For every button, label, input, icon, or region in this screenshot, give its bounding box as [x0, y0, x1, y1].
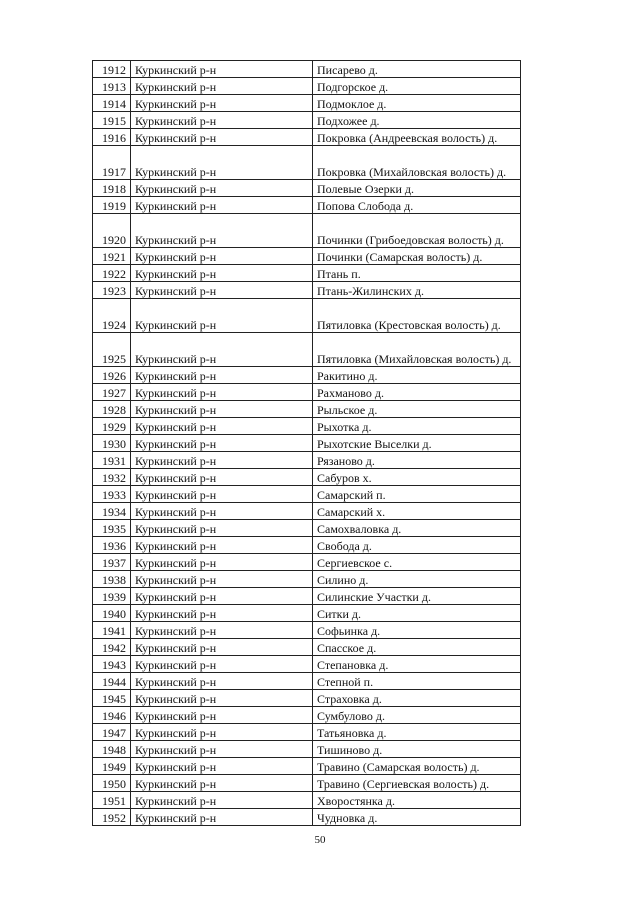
- place-name-cell: Пятиловка (Крестовская волость) д.: [313, 299, 521, 333]
- row-number-cell: 1936: [93, 537, 131, 554]
- table-row: [93, 792, 521, 809]
- table-row: [93, 435, 521, 452]
- district-cell: Куркинский р-н: [131, 180, 313, 197]
- row-number-cell: 1943: [93, 656, 131, 673]
- row-number-cell: 1913: [93, 78, 131, 95]
- place-name-cell: Тишиново д.: [313, 741, 521, 758]
- district-cell: Куркинский р-н: [131, 809, 313, 826]
- row-number-cell: 1915: [93, 112, 131, 129]
- district-cell: Куркинский р-н: [131, 758, 313, 775]
- district-cell: Куркинский р-н: [131, 435, 313, 452]
- district-cell: Куркинский р-н: [131, 112, 313, 129]
- place-name-cell: Пятиловка (Михайловская волость) д.: [313, 333, 521, 367]
- row-number-cell: 1947: [93, 724, 131, 741]
- table-row: [93, 758, 521, 775]
- place-name-cell: Степановка д.: [313, 656, 521, 673]
- table-row: [93, 129, 521, 146]
- row-number-cell: 1917: [93, 146, 131, 180]
- table-row: [93, 248, 521, 265]
- place-name-cell: Спасское д.: [313, 639, 521, 656]
- district-cell: Куркинский р-н: [131, 61, 313, 78]
- row-number-cell: 1944: [93, 673, 131, 690]
- district-cell: Куркинский р-н: [131, 401, 313, 418]
- district-cell: Куркинский р-н: [131, 486, 313, 503]
- place-name-cell: Травино (Самарская волость) д.: [313, 758, 521, 775]
- table-row: [93, 197, 521, 214]
- settlements-table: [92, 60, 521, 826]
- place-name-cell: Страховка д.: [313, 690, 521, 707]
- row-number-cell: 1946: [93, 707, 131, 724]
- place-name-cell: Татьяновка д.: [313, 724, 521, 741]
- row-number-cell: 1920: [93, 214, 131, 248]
- place-name-cell: Рахманово д.: [313, 384, 521, 401]
- table-row: [93, 146, 521, 180]
- table-row: [93, 520, 521, 537]
- place-name-cell: Самарский х.: [313, 503, 521, 520]
- table-row: [93, 503, 521, 520]
- table-row: [93, 741, 521, 758]
- place-name-cell: Починки (Самарская волость) д.: [313, 248, 521, 265]
- table-row: [93, 554, 521, 571]
- district-cell: Куркинский р-н: [131, 690, 313, 707]
- table-row: [93, 333, 521, 367]
- district-cell: Куркинский р-н: [131, 588, 313, 605]
- district-cell: Куркинский р-н: [131, 605, 313, 622]
- place-name-cell: Писарево д.: [313, 61, 521, 78]
- district-cell: Куркинский р-н: [131, 333, 313, 367]
- district-cell: Куркинский р-н: [131, 775, 313, 792]
- row-number-cell: 1931: [93, 452, 131, 469]
- row-number-cell: 1934: [93, 503, 131, 520]
- table-row: [93, 622, 521, 639]
- settlements-table-body: [93, 61, 521, 826]
- table-row: [93, 775, 521, 792]
- table-row: [93, 214, 521, 248]
- district-cell: Куркинский р-н: [131, 95, 313, 112]
- district-cell: Куркинский р-н: [131, 214, 313, 248]
- table-row: [93, 78, 521, 95]
- place-name-cell: Свобода д.: [313, 537, 521, 554]
- district-cell: Куркинский р-н: [131, 418, 313, 435]
- district-cell: Куркинский р-н: [131, 571, 313, 588]
- row-number-cell: 1942: [93, 639, 131, 656]
- district-cell: Куркинский р-н: [131, 129, 313, 146]
- row-number-cell: 1939: [93, 588, 131, 605]
- place-name-cell: Починки (Грибоедовская волость) д.: [313, 214, 521, 248]
- place-name-cell: Сергиевское с.: [313, 554, 521, 571]
- row-number-cell: 1952: [93, 809, 131, 826]
- table-row: [93, 299, 521, 333]
- district-cell: Куркинский р-н: [131, 197, 313, 214]
- place-name-cell: Сабуров х.: [313, 469, 521, 486]
- row-number-cell: 1914: [93, 95, 131, 112]
- row-number-cell: 1918: [93, 180, 131, 197]
- row-number-cell: 1923: [93, 282, 131, 299]
- district-cell: Куркинский р-н: [131, 537, 313, 554]
- place-name-cell: Рыхотские Выселки д.: [313, 435, 521, 452]
- table-row: [93, 571, 521, 588]
- table-row: [93, 282, 521, 299]
- table-row: [93, 690, 521, 707]
- district-cell: Куркинский р-н: [131, 78, 313, 95]
- place-name-cell: Самарский п.: [313, 486, 521, 503]
- table-row: [93, 809, 521, 826]
- place-name-cell: Подгорское д.: [313, 78, 521, 95]
- table-row: [93, 384, 521, 401]
- row-number-cell: 1929: [93, 418, 131, 435]
- row-number-cell: 1930: [93, 435, 131, 452]
- table-row: [93, 265, 521, 282]
- district-cell: Куркинский р-н: [131, 452, 313, 469]
- row-number-cell: 1945: [93, 690, 131, 707]
- district-cell: Куркинский р-н: [131, 792, 313, 809]
- row-number-cell: 1951: [93, 792, 131, 809]
- row-number-cell: 1949: [93, 758, 131, 775]
- district-cell: Куркинский р-н: [131, 282, 313, 299]
- place-name-cell: Степной п.: [313, 673, 521, 690]
- place-name-cell: Софьинка д.: [313, 622, 521, 639]
- table-row: [93, 486, 521, 503]
- row-number-cell: 1922: [93, 265, 131, 282]
- row-number-cell: 1924: [93, 299, 131, 333]
- row-number-cell: 1950: [93, 775, 131, 792]
- table-row: [93, 367, 521, 384]
- district-cell: Куркинский р-н: [131, 554, 313, 571]
- district-cell: Куркинский р-н: [131, 503, 313, 520]
- table-row: [93, 469, 521, 486]
- row-number-cell: 1935: [93, 520, 131, 537]
- place-name-cell: Подхожее д.: [313, 112, 521, 129]
- table-row: [93, 707, 521, 724]
- table-row: [93, 95, 521, 112]
- place-name-cell: Ракитино д.: [313, 367, 521, 384]
- district-cell: Куркинский р-н: [131, 656, 313, 673]
- place-name-cell: Полевые Озерки д.: [313, 180, 521, 197]
- row-number-cell: 1916: [93, 129, 131, 146]
- row-number-cell: 1940: [93, 605, 131, 622]
- row-number-cell: 1948: [93, 741, 131, 758]
- place-name-cell: Подмоклое д.: [313, 95, 521, 112]
- row-number-cell: 1926: [93, 367, 131, 384]
- place-name-cell: Попова Слобода д.: [313, 197, 521, 214]
- district-cell: Куркинский р-н: [131, 299, 313, 333]
- table-row: [93, 724, 521, 741]
- row-number-cell: 1938: [93, 571, 131, 588]
- district-cell: Куркинский р-н: [131, 469, 313, 486]
- district-cell: Куркинский р-н: [131, 248, 313, 265]
- row-number-cell: 1921: [93, 248, 131, 265]
- place-name-cell: Чудновка д.: [313, 809, 521, 826]
- place-name-cell: Рыхотка д.: [313, 418, 521, 435]
- table-row: [93, 112, 521, 129]
- table-row: [93, 61, 521, 78]
- district-cell: Куркинский р-н: [131, 741, 313, 758]
- row-number-cell: 1925: [93, 333, 131, 367]
- place-name-cell: Самохваловка д.: [313, 520, 521, 537]
- place-name-cell: Хворостянка д.: [313, 792, 521, 809]
- table-row: [93, 639, 521, 656]
- page-number: 50: [314, 834, 326, 846]
- district-cell: Куркинский р-н: [131, 265, 313, 282]
- row-number-cell: 1919: [93, 197, 131, 214]
- place-name-cell: Силинские Участки д.: [313, 588, 521, 605]
- district-cell: Куркинский р-н: [131, 707, 313, 724]
- table-row: [93, 673, 521, 690]
- table-row: [93, 605, 521, 622]
- table-row: [93, 588, 521, 605]
- place-name-cell: Птань-Жилинских д.: [313, 282, 521, 299]
- table-row: [93, 401, 521, 418]
- place-name-cell: Силино д.: [313, 571, 521, 588]
- row-number-cell: 1912: [93, 61, 131, 78]
- district-cell: Куркинский р-н: [131, 673, 313, 690]
- district-cell: Куркинский р-н: [131, 724, 313, 741]
- row-number-cell: 1941: [93, 622, 131, 639]
- row-number-cell: 1932: [93, 469, 131, 486]
- table-row: [93, 452, 521, 469]
- place-name-cell: Рыльское д.: [313, 401, 521, 418]
- district-cell: Куркинский р-н: [131, 639, 313, 656]
- place-name-cell: Птань п.: [313, 265, 521, 282]
- district-cell: Куркинский р-н: [131, 622, 313, 639]
- place-name-cell: Покровка (Михайловская волость) д.: [313, 146, 521, 180]
- district-cell: Куркинский р-н: [131, 520, 313, 537]
- table-row: [93, 418, 521, 435]
- table-row: [93, 656, 521, 673]
- district-cell: Куркинский р-н: [131, 367, 313, 384]
- place-name-cell: Травино (Сергиевская волость) д.: [313, 775, 521, 792]
- place-name-cell: Рязаново д.: [313, 452, 521, 469]
- table-row: [93, 180, 521, 197]
- district-cell: Куркинский р-н: [131, 384, 313, 401]
- row-number-cell: 1927: [93, 384, 131, 401]
- row-number-cell: 1933: [93, 486, 131, 503]
- place-name-cell: Покровка (Андреевская волость) д.: [313, 129, 521, 146]
- place-name-cell: Ситки д.: [313, 605, 521, 622]
- place-name-cell: Сумбулово д.: [313, 707, 521, 724]
- row-number-cell: 1937: [93, 554, 131, 571]
- table-row: [93, 537, 521, 554]
- district-cell: Куркинский р-н: [131, 146, 313, 180]
- row-number-cell: 1928: [93, 401, 131, 418]
